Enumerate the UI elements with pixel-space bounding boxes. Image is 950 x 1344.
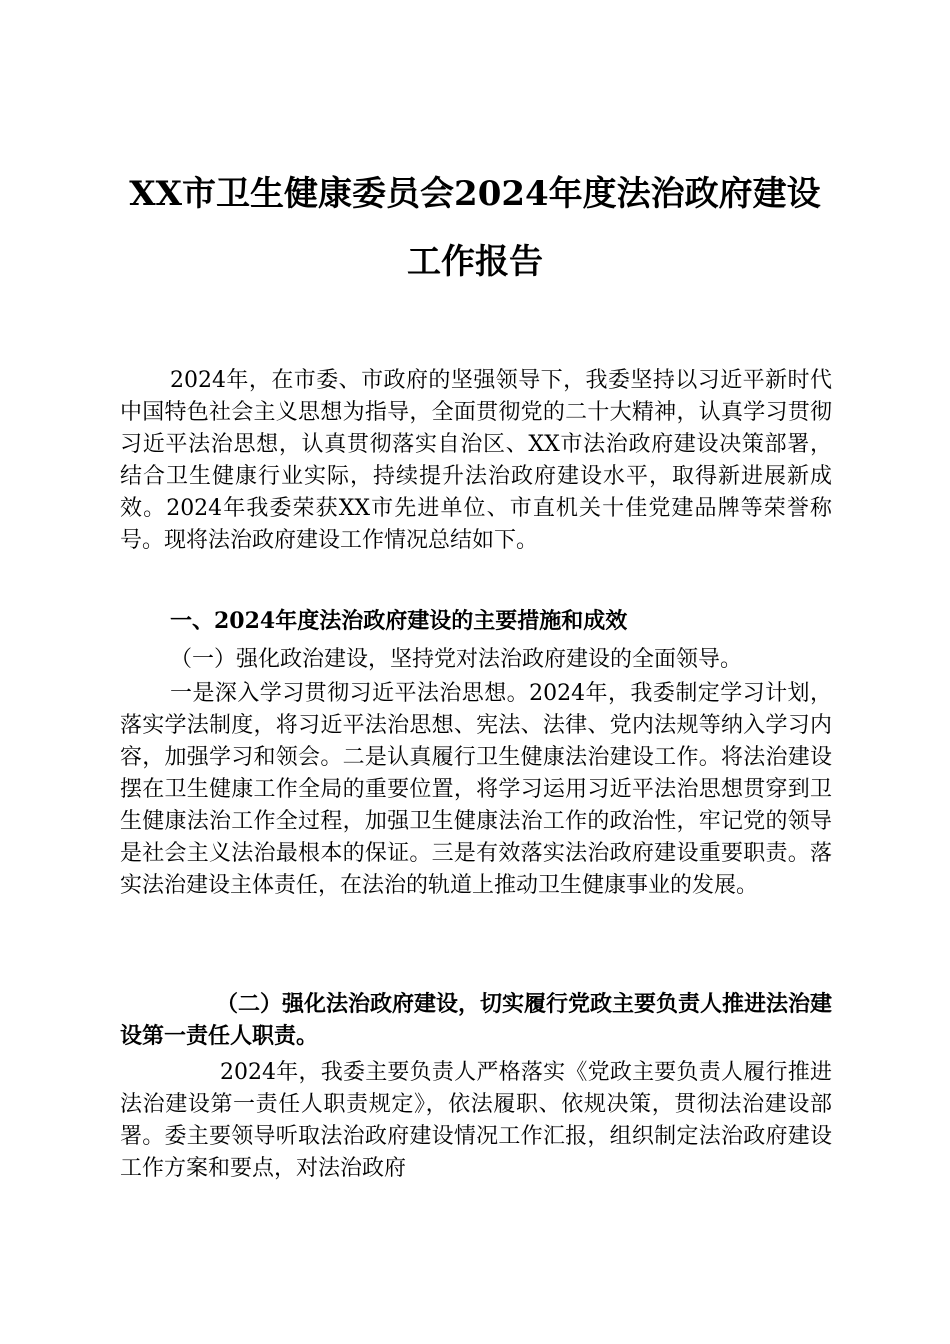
intro-paragraph: 2024年，在市委、市政府的坚强领导下，我委坚持以习近平新时代中国特色社会主义思想为指导，全面贯彻党的二十大精神，认真学习贯彻习近平法治思想，认真贯彻落实自治区、XX市法治政府建设决策部署，结合卫生健康行业实际，持续提升法治政府建设水平，取得新进展新成效。2024年我委荣获XX市先进单位、市直机关十佳党建品牌等荣誉称号。现将法治政府建设工作情况总结如下。 [120,368,832,553]
document-title-line1: XX市卫生健康委员会2024年度法治政府建设 [129,174,821,214]
subsection-1-paragraph: 一是深入学习贯彻习近平法治思想。2024年，我委制定学习计划，落实学法制度，将习近平法治思想、宪法、法律、党内法规等纳入学习内容，加强学习和领会。二是认真履行卫生健康法治建设工作。将法治建设摆在卫生健康工作全局的重要位置，将学习运用习近平法治思想贯穿到卫生健康法治工作全过程，加强卫生健康法治工作的政治性，牢记党的领导是社会主义法治最根本的保证。三是有效落实法治政府建设重要职责。落实法治建设主体责任，在法治的轨道上推动卫生健康事业的发展。 [120,681,832,898]
subsection-heading-2: （二）强化法治政府建设，切实履行党政主要负责人推进法治建设第一责任人职责。 [120,991,833,1049]
subsection-heading-1: （一）强化政治建设，坚持党对法治政府建设的全面领导。 [170,647,743,672]
subsection-2-paragraph: 2024年，我委主要负责人严格落实《党政主要负责人履行推进法治建设第一责任人职责规定》，依法履职、依规决策，贯彻法治建设部署。委主要领导听取法治政府建设情况工作汇报，组织制定法治政府建设工作方案和要点，对法治政府 [120,1060,832,1181]
section-heading-1: 一、2024年度法治政府建设的主要措施和成效 [170,608,628,634]
document-title-line2: 工作报告 [407,242,543,282]
